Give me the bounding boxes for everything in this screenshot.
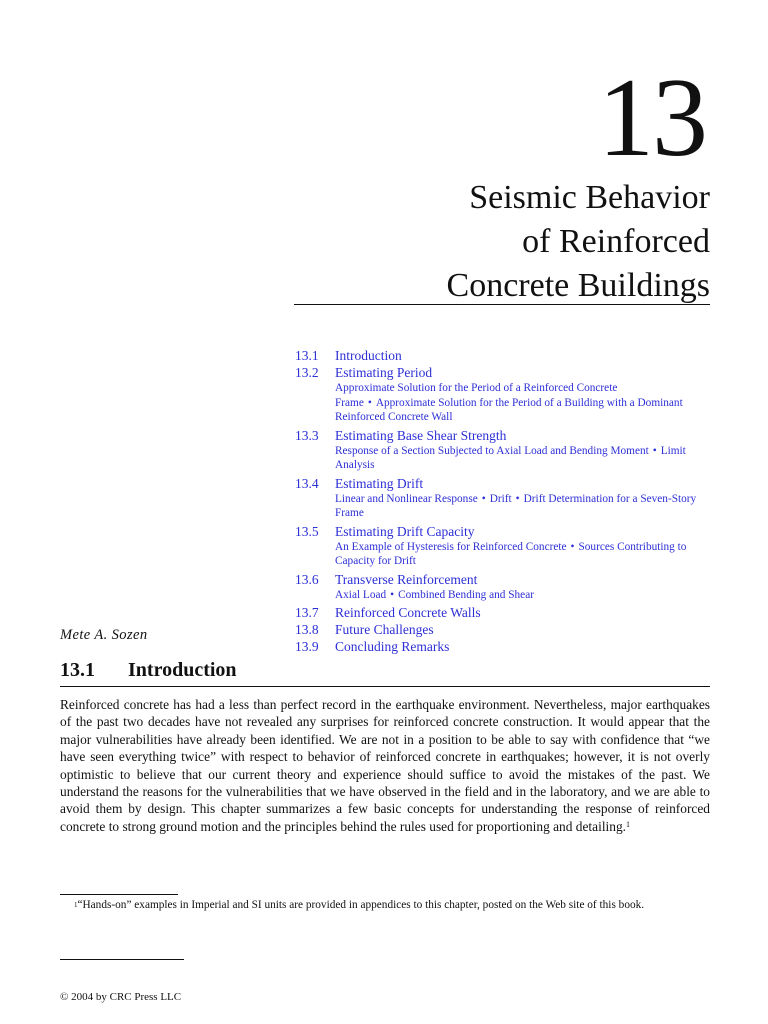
toc-subsection-link[interactable]: Sources Contributing to Capacity for Drift <box>335 540 687 567</box>
toc-subsection-link[interactable]: Drift Determination for a Seven-Story Frame <box>335 492 697 519</box>
toc-entry <box>295 604 715 621</box>
toc-entry <box>295 523 715 569</box>
toc-subsection-link[interactable]: Approximate Solution for the Period of a Building with a Dominant Reinforced Concrete Wall <box>335 396 683 423</box>
toc-link[interactable] <box>295 364 715 381</box>
toc-subsection-link[interactable]: Combined Bending and Shear <box>398 588 534 601</box>
chapter-number: 13 <box>598 56 706 180</box>
toc-label: Estimating Period <box>335 365 433 380</box>
footnote <box>60 897 710 913</box>
chapter-title-line: Concrete Buildings <box>446 267 710 304</box>
toc-subsections <box>335 381 715 425</box>
chapter-title <box>447 176 710 308</box>
toc-link[interactable] <box>295 621 715 638</box>
intro-paragraph <box>60 696 710 835</box>
toc-label: Estimating Base Shear Strength <box>335 427 507 443</box>
toc-number: 13.6 <box>295 571 319 587</box>
toc-subsections <box>335 492 715 521</box>
toc-label: Reinforced Concrete Walls <box>335 605 481 620</box>
bullet-separator: • <box>481 492 486 505</box>
footnote-reference[interactable]: 1 <box>626 819 630 829</box>
chapter-title-line: of Reinforced <box>522 223 710 260</box>
footnote-text: “Hands-on” examples in Imperial and SI units are provided in appendices to this chapter, posted on the Web site of this book. <box>77 899 645 911</box>
toc-entry <box>295 621 715 638</box>
toc-label: Estimating Drift Capacity <box>335 523 475 539</box>
toc-subsections <box>335 588 715 603</box>
toc-label: Transverse Reinforcement <box>335 571 478 587</box>
toc-label: Future Challenges <box>335 622 434 637</box>
bullet-separator: • <box>390 588 395 601</box>
toc-entry <box>295 347 715 364</box>
toc-number: 13.3 <box>295 427 319 443</box>
footnote-marker: 1 <box>74 901 78 909</box>
footnote-divider <box>60 894 178 895</box>
toc-subsection-link[interactable]: Axial Load <box>335 588 387 601</box>
bullet-separator: • <box>652 444 657 457</box>
toc-subsection-link[interactable]: Response of a Section Subjected to Axial Load and Bending Moment <box>335 444 649 457</box>
table-of-contents <box>295 347 715 655</box>
toc-subsections <box>335 540 715 569</box>
toc-entry <box>295 364 715 425</box>
intro-body: Reinforced concrete has had a less than perfect record in the earthquake environment. Nevertheless, major earthquakes of the past two decades have not revealed any surprises for reinforced concrete construction. It would appear that the major vulnerabilities have already been identified. We are not in a position to be able to say with confidence that “we have seen everything twice” with respect to behavior of reinforced concrete in earthquakes; however, it is not overly optimistic to believe that our current theory and experience should suffice to avoid the mistakes of the past. We understand the reasons for the vulnerabilities that we have observed in the field and in the laboratory, and we are able to avoid them by design. This chapter summarizes a few basic concepts for understanding the response of reinforced concrete to strong ground motion and the principles behind the rules used for proportioning and detailing. <box>60 697 710 834</box>
toc-entry <box>295 638 715 655</box>
toc-number: 13.2 <box>295 365 319 380</box>
toc-subsection-link[interactable]: An Example of Hysteresis for Reinforced Concrete <box>335 540 567 553</box>
toc-subsection-link[interactable]: Approximate Solution for the Period of a Reinforced Concrete Frame <box>335 382 618 409</box>
toc-number: 13.8 <box>295 622 319 637</box>
section-heading <box>60 659 237 682</box>
toc-number: 13.1 <box>295 348 319 363</box>
toc-subsection-link[interactable]: Linear and Nonlinear Response <box>335 492 478 505</box>
toc-link[interactable] <box>295 638 715 655</box>
chapter-title-line: Seismic Behavior <box>469 179 710 216</box>
toc-link[interactable] <box>295 571 715 588</box>
section-title: Introduction <box>128 659 237 681</box>
page-bottom-divider <box>60 959 184 960</box>
toc-label: Concluding Remarks <box>335 639 450 654</box>
toc-link[interactable] <box>295 347 715 364</box>
copyright-notice: © 2004 by CRC Press LLC <box>60 991 182 1003</box>
toc-entry <box>295 475 715 521</box>
toc-link[interactable] <box>295 604 715 621</box>
section-divider <box>60 686 710 687</box>
toc-entry <box>295 571 715 603</box>
toc-subsection-link[interactable]: Drift <box>489 492 512 505</box>
toc-entry <box>295 427 715 473</box>
toc-link[interactable] <box>295 523 715 540</box>
toc-number: 13.5 <box>295 523 319 539</box>
toc-subsections <box>335 444 715 473</box>
toc-number: 13.7 <box>295 605 319 620</box>
toc-link[interactable] <box>295 427 715 444</box>
bullet-separator: • <box>515 492 520 505</box>
section-number: 13.1 <box>60 659 95 681</box>
title-divider <box>294 304 710 305</box>
toc-number: 13.9 <box>295 639 319 654</box>
toc-link[interactable] <box>295 475 715 492</box>
toc-label: Introduction <box>335 348 402 363</box>
bullet-separator: • <box>570 540 575 553</box>
author-name: Mete A. Sozen <box>60 627 148 643</box>
toc-label: Estimating Drift <box>335 475 424 491</box>
toc-number: 13.4 <box>295 475 319 491</box>
bullet-separator: • <box>367 396 372 409</box>
toc-subsection-link[interactable]: Limit Analysis <box>335 444 686 471</box>
